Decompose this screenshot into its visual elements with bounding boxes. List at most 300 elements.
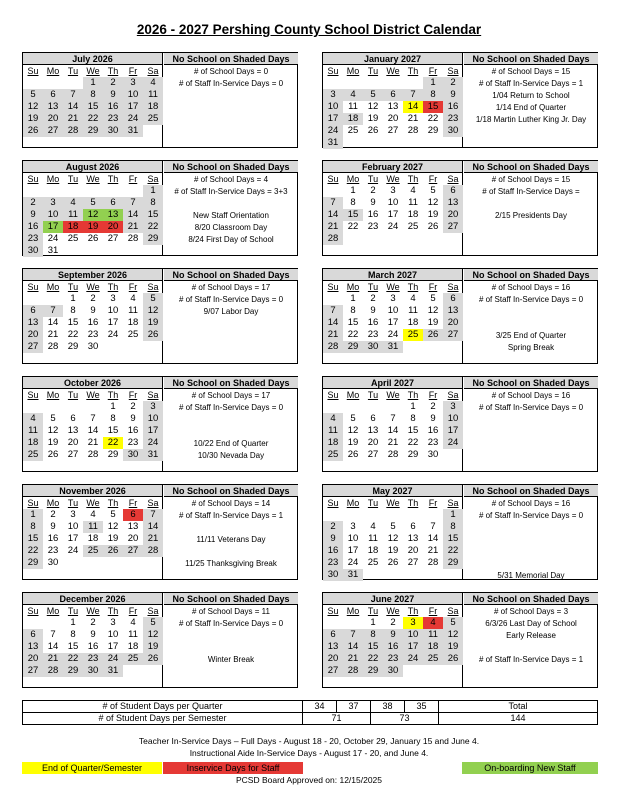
empty-cell bbox=[323, 509, 343, 521]
day-cell: 16 bbox=[47, 533, 59, 544]
info-line: Winter Break bbox=[207, 655, 255, 664]
weekday-header: We bbox=[86, 498, 100, 508]
weekday-header: Su bbox=[27, 390, 39, 400]
day-cell: 29 bbox=[443, 557, 463, 569]
weekday-header: Fr bbox=[428, 498, 438, 508]
weekday-header: Tu bbox=[367, 174, 379, 184]
day-cell: 26 bbox=[87, 233, 99, 244]
legend-onboarding: On-boarding New Staff bbox=[462, 762, 598, 774]
month-title: October 2026 bbox=[23, 377, 162, 389]
day-cell: 28 bbox=[427, 557, 439, 568]
day-cell: 2 bbox=[130, 401, 136, 412]
day-grid bbox=[323, 605, 462, 677]
board-approval: PCSD Board Approved on: 12/15/2025 bbox=[235, 775, 383, 785]
info-line: 3/25 End of Quarter bbox=[495, 331, 567, 340]
weekday-header: Su bbox=[327, 606, 339, 616]
day-cell: 3 bbox=[123, 77, 143, 89]
month-title: February 2027 bbox=[323, 161, 462, 173]
day-cell: 14 bbox=[343, 641, 363, 653]
weekday-header: Sa bbox=[447, 174, 459, 184]
day-cell: 6 bbox=[443, 185, 463, 197]
weekday-header: Th bbox=[107, 174, 119, 184]
no-school-header: No School on Shaded Days bbox=[164, 377, 298, 389]
day-cell: 25 bbox=[347, 125, 359, 136]
day-cell: 7 bbox=[430, 521, 436, 532]
day-cell: 1 bbox=[350, 185, 356, 196]
day-cell: 12 bbox=[347, 425, 359, 436]
weekday-header: Mo bbox=[346, 282, 360, 292]
info-line: # of Staff In-Service Days = 1 bbox=[478, 79, 584, 88]
weekday-header: Sa bbox=[447, 606, 459, 616]
day-cell: 21 bbox=[87, 437, 99, 448]
day-cell: 25 bbox=[323, 449, 343, 461]
day-cell: 22 bbox=[63, 653, 83, 665]
weekday-header: Mo bbox=[346, 498, 360, 508]
weekday-header: Fr bbox=[428, 66, 438, 76]
weekday-header: Fr bbox=[428, 282, 438, 292]
day-cell: 5 bbox=[390, 521, 396, 532]
weekday-header: Su bbox=[327, 66, 339, 76]
month-block bbox=[22, 160, 298, 256]
day-cell: 6 bbox=[23, 305, 43, 317]
weekday-header: Mo bbox=[46, 282, 60, 292]
semester-2-days: 73 bbox=[371, 713, 439, 725]
day-cell: 20 bbox=[387, 113, 399, 124]
semester-1-days: 71 bbox=[303, 713, 371, 725]
day-cell: 9 bbox=[370, 305, 376, 316]
day-cell: 13 bbox=[407, 533, 419, 544]
day-cell: 18 bbox=[323, 437, 343, 449]
day-cell: 31 bbox=[343, 569, 363, 581]
info-line: # of Staff In-Service Days = 3+3 bbox=[174, 187, 288, 196]
day-cell: 25 bbox=[367, 557, 379, 568]
day-cell: 9 bbox=[50, 521, 56, 532]
day-cell: 8 bbox=[70, 629, 76, 640]
day-cell: 12 bbox=[367, 101, 379, 112]
info-line: 8/20 Classroom Day bbox=[194, 223, 268, 232]
weekday-header: Tu bbox=[67, 390, 79, 400]
no-school-header: No School on Shaded Days bbox=[164, 161, 298, 173]
weekday-header: Tu bbox=[367, 282, 379, 292]
day-cell: 11 bbox=[23, 425, 43, 437]
day-cell: 26 bbox=[387, 557, 399, 568]
day-cell: 23 bbox=[87, 329, 99, 340]
day-cell: 17 bbox=[107, 317, 119, 328]
no-school-header: No School on Shaded Days bbox=[164, 53, 298, 65]
weekday-header: Su bbox=[27, 282, 39, 292]
day-cell: 12 bbox=[427, 197, 439, 208]
weekday-header: Su bbox=[327, 174, 339, 184]
month-info bbox=[164, 485, 298, 579]
day-cell: 24 bbox=[143, 437, 163, 449]
day-cell: 4 bbox=[370, 521, 376, 532]
info-line: 11/11 Veterans Day bbox=[196, 535, 266, 544]
day-cell: 24 bbox=[323, 125, 343, 137]
day-cell: 6 bbox=[410, 521, 416, 532]
day-cell: 24 bbox=[347, 557, 359, 568]
day-cell: 15 bbox=[363, 641, 383, 653]
day-cell: 19 bbox=[47, 437, 59, 448]
day-cell: 7 bbox=[323, 197, 343, 209]
empty-cell bbox=[383, 509, 403, 521]
day-cell: 8 bbox=[23, 521, 43, 533]
day-cell: 30 bbox=[87, 341, 99, 352]
day-grid bbox=[323, 281, 462, 353]
day-cell: 26 bbox=[423, 329, 443, 341]
empty-cell bbox=[383, 401, 403, 413]
day-cell: 24 bbox=[387, 329, 399, 340]
day-cell: 31 bbox=[143, 449, 163, 461]
day-cell: 7 bbox=[123, 197, 143, 209]
day-cell: 10 bbox=[323, 101, 343, 113]
day-cell: 9 bbox=[430, 413, 436, 424]
day-cell: 6 bbox=[123, 509, 143, 521]
aide-inservice-note: Instructional Aide In-Service Days - August 17 - 20, and June 4. bbox=[189, 748, 429, 758]
day-cell: 3 bbox=[70, 509, 76, 520]
day-grid bbox=[323, 65, 462, 149]
month-title: June 2027 bbox=[323, 593, 462, 605]
info-line: # of Staff In-Service Days = 0 bbox=[178, 403, 284, 412]
weekday-header: Tu bbox=[367, 66, 379, 76]
day-cell: 10 bbox=[123, 89, 143, 101]
day-cell: 1 bbox=[70, 293, 76, 304]
info-line: # of School Days = 15 bbox=[491, 67, 571, 76]
day-cell: 5 bbox=[443, 617, 463, 629]
weekday-header: We bbox=[386, 606, 400, 616]
day-cell: 11 bbox=[368, 533, 378, 544]
info-line: # of Staff In-Service Days = 0 bbox=[478, 295, 584, 304]
day-cell: 20 bbox=[407, 545, 419, 556]
day-cell: 18 bbox=[87, 533, 99, 544]
day-cell: 18 bbox=[343, 113, 363, 125]
empty-cell bbox=[63, 77, 83, 89]
day-cell: 23 bbox=[323, 557, 343, 569]
empty-cell bbox=[63, 401, 83, 413]
weekday-header: Sa bbox=[147, 66, 159, 76]
day-cell: 16 bbox=[367, 317, 379, 328]
day-cell: 28 bbox=[343, 665, 363, 677]
day-cell: 13 bbox=[367, 425, 379, 436]
day-cell: 10 bbox=[67, 521, 79, 532]
weekday-header: Th bbox=[407, 282, 419, 292]
month-calendar bbox=[23, 377, 163, 471]
day-cell: 4 bbox=[143, 77, 163, 89]
day-cell: 27 bbox=[23, 341, 43, 353]
day-cell: 26 bbox=[367, 125, 379, 136]
day-cell: 15 bbox=[67, 641, 79, 652]
day-cell: 23 bbox=[23, 233, 43, 245]
day-cell: 12 bbox=[83, 209, 103, 221]
day-cell: 26 bbox=[103, 545, 123, 557]
day-grid bbox=[23, 281, 162, 353]
weekday-header: Sa bbox=[447, 282, 459, 292]
day-cell: 27 bbox=[123, 545, 143, 557]
info-line: # of Staff In-Service Days = bbox=[482, 187, 580, 196]
day-cell: 22 bbox=[363, 653, 383, 665]
weekday-header: Th bbox=[407, 390, 419, 400]
semester-label: # of Student Days per Semester bbox=[23, 713, 303, 725]
day-cell: 23 bbox=[127, 437, 139, 448]
empty-cell bbox=[123, 185, 143, 197]
day-cell: 7 bbox=[390, 413, 396, 424]
day-cell: 14 bbox=[87, 425, 99, 436]
day-cell: 12 bbox=[23, 101, 43, 113]
month-block bbox=[22, 376, 298, 472]
weekday-header: Mo bbox=[346, 66, 360, 76]
empty-cell bbox=[23, 185, 43, 197]
weekday-header: Su bbox=[327, 282, 339, 292]
day-cell: 27 bbox=[367, 449, 379, 460]
day-cell: 27 bbox=[387, 125, 399, 136]
day-cell: 21 bbox=[323, 221, 343, 233]
day-cell: 30 bbox=[23, 245, 43, 257]
day-cell: 23 bbox=[83, 653, 103, 665]
day-cell: 4 bbox=[23, 413, 43, 425]
day-cell: 18 bbox=[367, 545, 379, 556]
day-cell: 6 bbox=[70, 413, 76, 424]
day-cell: 26 bbox=[347, 449, 359, 460]
day-cell: 18 bbox=[127, 317, 139, 328]
weekday-header: Fr bbox=[128, 66, 138, 76]
day-cell: 29 bbox=[107, 449, 119, 460]
day-cell: 29 bbox=[363, 665, 383, 677]
empty-cell bbox=[343, 509, 363, 521]
month-calendar bbox=[23, 485, 163, 579]
weekday-header: Mo bbox=[346, 390, 360, 400]
day-cell: 11 bbox=[63, 209, 83, 221]
day-cell: 21 bbox=[427, 545, 439, 556]
day-cell: 2 bbox=[323, 521, 343, 533]
day-cell: 24 bbox=[387, 221, 399, 232]
month-block bbox=[22, 484, 298, 580]
weekday-header: Sa bbox=[447, 390, 459, 400]
empty-cell bbox=[363, 401, 383, 413]
day-cell: 27 bbox=[43, 125, 63, 137]
day-cell: 13 bbox=[23, 317, 43, 329]
weekday-header: Th bbox=[107, 606, 119, 616]
day-cell: 18 bbox=[143, 101, 163, 113]
empty-cell bbox=[423, 509, 443, 521]
day-cell: 25 bbox=[83, 545, 103, 557]
day-cell: 29 bbox=[427, 125, 439, 136]
day-cell: 25 bbox=[143, 113, 163, 125]
no-school-header: No School on Shaded Days bbox=[464, 161, 598, 173]
weekday-header: Su bbox=[27, 606, 39, 616]
day-cell: 29 bbox=[63, 665, 83, 677]
weekday-header: We bbox=[86, 282, 100, 292]
info-line: # of Staff In-Service Days = 0 bbox=[478, 511, 584, 520]
day-cell: 9 bbox=[90, 305, 96, 316]
day-cell: 6 bbox=[443, 293, 463, 305]
day-cell: 30 bbox=[383, 665, 403, 677]
month-calendar bbox=[323, 593, 463, 687]
empty-cell bbox=[343, 617, 363, 629]
day-cell: 14 bbox=[47, 317, 59, 328]
day-cell: 19 bbox=[427, 317, 439, 328]
day-cell: 28 bbox=[407, 125, 419, 136]
day-cell: 28 bbox=[387, 449, 399, 460]
day-cell: 2 bbox=[430, 401, 436, 412]
day-cell: 19 bbox=[367, 113, 379, 124]
month-title: April 2027 bbox=[323, 377, 462, 389]
day-grid bbox=[23, 389, 162, 461]
day-cell: 9 bbox=[90, 629, 96, 640]
day-cell: 11 bbox=[128, 305, 138, 316]
day-cell: 26 bbox=[427, 221, 439, 232]
month-title: December 2026 bbox=[23, 593, 162, 605]
day-cell: 16 bbox=[23, 221, 43, 233]
day-cell: 5 bbox=[23, 89, 43, 101]
day-grid bbox=[23, 65, 162, 137]
empty-cell bbox=[63, 185, 83, 197]
day-cell: 21 bbox=[407, 113, 419, 124]
day-cell: 31 bbox=[383, 341, 403, 353]
no-school-header: No School on Shaded Days bbox=[164, 593, 298, 605]
weekday-header: Fr bbox=[128, 390, 138, 400]
day-cell: 4 bbox=[63, 197, 83, 209]
day-cell: 5 bbox=[143, 617, 163, 629]
day-cell: 25 bbox=[67, 233, 79, 244]
day-cell: 5 bbox=[83, 197, 103, 209]
day-cell: 22 bbox=[143, 221, 163, 233]
day-cell: 17 bbox=[347, 545, 359, 556]
empty-cell bbox=[23, 77, 43, 89]
day-cell: 4 bbox=[410, 185, 416, 196]
day-cell: 16 bbox=[127, 425, 139, 436]
day-cell: 19 bbox=[143, 641, 163, 653]
day-cell: 22 bbox=[347, 221, 359, 232]
weekday-header: We bbox=[386, 390, 400, 400]
empty-cell bbox=[83, 185, 103, 197]
empty-cell bbox=[403, 77, 423, 89]
day-cell: 7 bbox=[63, 89, 83, 101]
day-cell: 27 bbox=[443, 221, 463, 233]
month-info bbox=[464, 53, 598, 147]
day-cell: 18 bbox=[407, 317, 419, 328]
empty-cell bbox=[403, 509, 423, 521]
day-cell: 8 bbox=[83, 89, 103, 101]
day-cell: 5 bbox=[50, 413, 56, 424]
day-cell: 1 bbox=[370, 617, 376, 628]
day-cell: 19 bbox=[107, 533, 119, 544]
weekday-header: Mo bbox=[46, 174, 60, 184]
day-cell: 24 bbox=[403, 653, 423, 665]
info-line: # of School Days = 16 bbox=[491, 283, 571, 292]
weekday-header: We bbox=[86, 606, 100, 616]
day-cell: 11 bbox=[408, 305, 418, 316]
day-cell: 9 bbox=[370, 197, 376, 208]
month-block bbox=[322, 484, 598, 580]
day-cell: 22 bbox=[407, 437, 419, 448]
day-cell: 3 bbox=[390, 185, 396, 196]
day-cell: 25 bbox=[23, 449, 43, 461]
day-cell: 26 bbox=[443, 653, 463, 665]
day-cell: 20 bbox=[367, 437, 379, 448]
weekday-header: Tu bbox=[67, 606, 79, 616]
day-cell: 24 bbox=[67, 545, 79, 556]
legend-end-of-quarter: End of Quarter/Semester bbox=[22, 762, 162, 774]
day-cell: 16 bbox=[427, 425, 439, 436]
day-cell: 15 bbox=[443, 533, 463, 545]
day-cell: 20 bbox=[67, 437, 79, 448]
month-block bbox=[322, 592, 598, 688]
day-cell: 6 bbox=[23, 629, 43, 641]
day-cell: 10 bbox=[387, 197, 399, 208]
day-cell: 14 bbox=[323, 209, 343, 221]
weekday-header: We bbox=[386, 498, 400, 508]
month-title: March 2027 bbox=[323, 269, 462, 281]
day-cell: 16 bbox=[367, 209, 379, 220]
info-line: # of Staff In-Service Days = 1 bbox=[178, 511, 284, 520]
day-cell: 12 bbox=[107, 521, 119, 532]
day-cell: 9 bbox=[383, 629, 403, 641]
day-cell: 10 bbox=[387, 305, 399, 316]
weekday-header: Th bbox=[107, 390, 119, 400]
day-cell: 10 bbox=[443, 413, 463, 425]
day-cell: 8 bbox=[443, 521, 463, 533]
no-school-header: No School on Shaded Days bbox=[464, 377, 598, 389]
info-line: 11/25 Thanksgiving Break bbox=[185, 559, 277, 568]
day-cell: 18 bbox=[23, 437, 43, 449]
day-cell: 8 bbox=[423, 89, 443, 101]
day-cell: 14 bbox=[63, 101, 83, 113]
info-line: # of Staff In-Service Days = 0 bbox=[178, 619, 284, 628]
day-cell: 3 bbox=[143, 401, 163, 413]
day-cell: 15 bbox=[107, 425, 119, 436]
day-cell: 23 bbox=[47, 545, 59, 556]
day-cell: 28 bbox=[143, 545, 163, 557]
day-cell: 19 bbox=[143, 317, 163, 329]
weekday-header: Tu bbox=[367, 390, 379, 400]
day-cell: 4 bbox=[323, 413, 343, 425]
weekday-header: We bbox=[386, 174, 400, 184]
weekday-header: Mo bbox=[346, 174, 360, 184]
day-cell: 11 bbox=[143, 89, 163, 101]
day-cell: 2 bbox=[90, 617, 96, 628]
month-title: August 2026 bbox=[23, 161, 162, 173]
day-cell: 14 bbox=[387, 425, 399, 436]
day-cell: 5 bbox=[430, 293, 436, 304]
day-cell: 11 bbox=[128, 629, 138, 640]
empty-cell bbox=[323, 77, 343, 89]
day-cell: 10 bbox=[107, 305, 119, 316]
day-cell: 13 bbox=[127, 521, 139, 532]
day-cell: 11 bbox=[348, 101, 358, 112]
day-cell: 8 bbox=[70, 305, 76, 316]
weekday-header: Sa bbox=[147, 174, 159, 184]
day-cell: 24 bbox=[103, 653, 123, 665]
day-cell: 29 bbox=[83, 125, 103, 137]
day-cell: 25 bbox=[127, 329, 139, 340]
day-cell: 17 bbox=[123, 101, 143, 113]
day-cell: 15 bbox=[83, 101, 103, 113]
day-cell: 9 bbox=[103, 89, 123, 101]
day-cell: 7 bbox=[143, 509, 163, 521]
empty-cell bbox=[43, 77, 63, 89]
day-cell: 31 bbox=[123, 125, 143, 137]
info-line: Spring Break bbox=[507, 343, 555, 352]
day-cell: 8 bbox=[110, 413, 116, 424]
info-line: # of School Days = 16 bbox=[491, 499, 571, 508]
weekday-header: Fr bbox=[428, 174, 438, 184]
weekday-header: Sa bbox=[147, 498, 159, 508]
info-line: 10/22 End of Quarter bbox=[193, 439, 269, 448]
weekday-header: Tu bbox=[67, 498, 79, 508]
weekday-header: Mo bbox=[46, 498, 60, 508]
month-calendar bbox=[23, 593, 163, 687]
day-cell: 1 bbox=[70, 617, 76, 628]
day-cell: 20 bbox=[23, 653, 43, 665]
